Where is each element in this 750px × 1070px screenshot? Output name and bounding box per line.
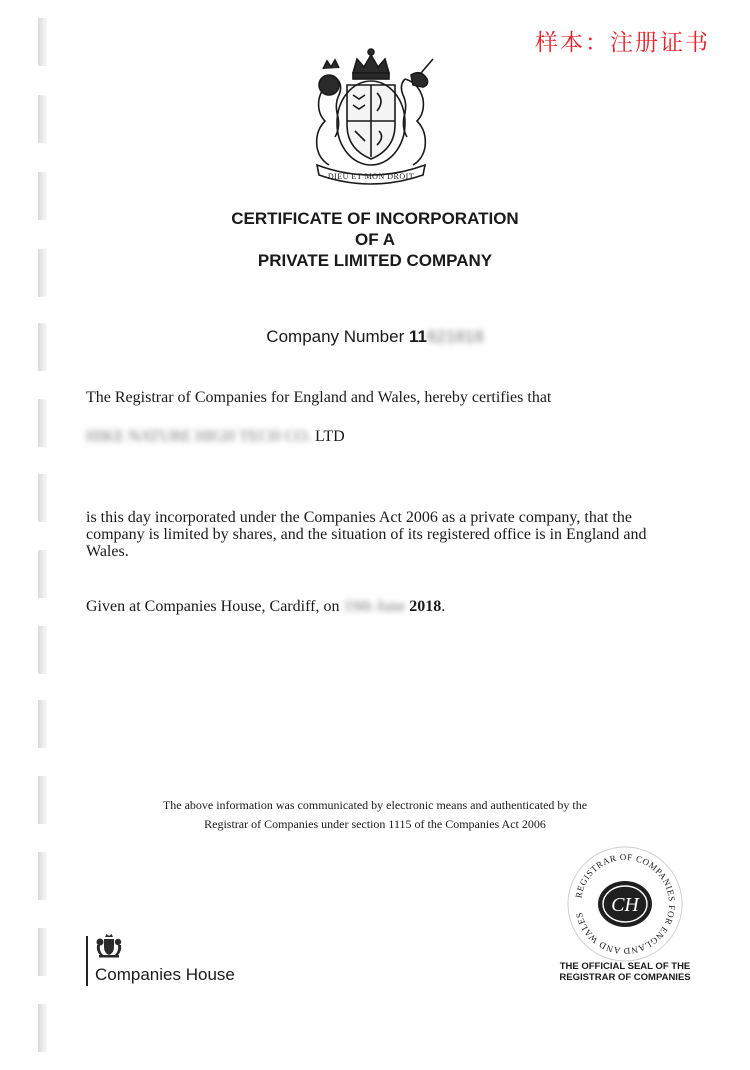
company-number-prefix: 11 <box>408 327 427 346</box>
company-name <box>86 428 686 445</box>
company-number-label: Company Number <box>266 327 409 346</box>
given-suffix: . <box>441 598 446 615</box>
royal-coat-of-arms-icon <box>297 45 445 185</box>
title-line-1: CERTIFICATE OF INCORPORATION <box>231 209 519 228</box>
certifies-paragraph: The Registrar of Companies for England and Wales, hereby certifies that <box>86 389 552 406</box>
company-number <box>0 327 750 347</box>
companies-house-wordmark: Companies House <box>95 965 235 984</box>
seal-monogram: CH <box>611 894 639 916</box>
crest-icon <box>95 933 123 959</box>
seal-caption-line-1: THE OFFICIAL SEAL OF THE <box>559 961 691 972</box>
given-prefix: Given at Companies House, Cardiff, on <box>86 598 344 615</box>
company-name-redacted: HIKE NATURE HIGH TECH CO. <box>86 428 312 445</box>
title-line-2: OF A <box>355 230 395 249</box>
given-date-redacted: 19th June <box>343 598 406 615</box>
company-number-redacted: 621818 <box>426 327 484 346</box>
crest-motto: DIEU ET MON DROIT <box>327 172 415 181</box>
logo-divider <box>86 936 88 986</box>
seal-caption-line-2: REGISTRAR OF COMPANIES <box>559 972 691 983</box>
given-year: 2018 <box>405 598 442 615</box>
seal-ring-text: REGISTRAR OF COMPANIES FOR ENGLAND AND WALES <box>573 851 678 957</box>
authentication-note-line-2: Registrar of Companies under section 1115 of the Companies Act 2006 <box>204 817 546 831</box>
authentication-note-line-1: The above information was communicated by electronic means and authenticated by the <box>162 798 588 812</box>
company-name-suffix: LTD <box>311 428 345 445</box>
seal-caption <box>525 961 725 983</box>
authentication-note <box>0 796 750 834</box>
certificate-title <box>0 208 750 271</box>
binding-holes <box>38 0 52 1070</box>
given-at-paragraph <box>86 598 686 615</box>
sample-watermark: 样本：注册证书 <box>535 30 710 56</box>
incorporation-paragraph: is this day incorporated under the Companies Act 2006 as a private company, that the company is limited by shares, and the situation of its registered office is in England and Wales. <box>86 509 647 560</box>
official-seal <box>566 845 684 963</box>
title-line-3: PRIVATE LIMITED COMPANY <box>257 251 493 270</box>
